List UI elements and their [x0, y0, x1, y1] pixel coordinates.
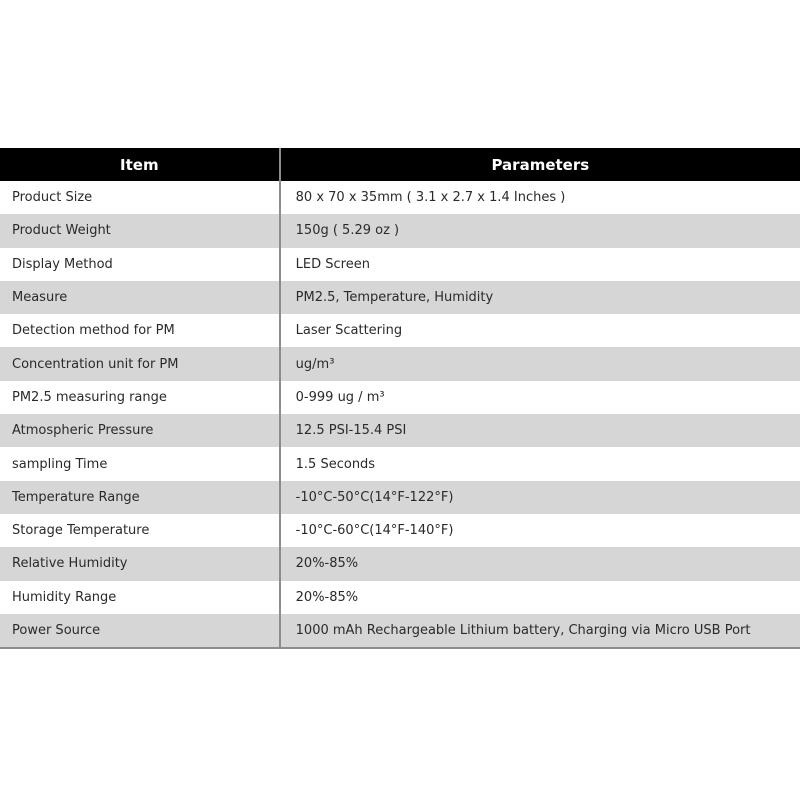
table-row [0, 414, 800, 447]
table-row [0, 614, 800, 648]
row-item-label: Humidity Range [0, 581, 280, 614]
row-item-label: Measure [0, 281, 280, 314]
row-parameter-value: LED Screen [280, 248, 800, 281]
row-parameter-value: -10°C-50°C(14°F-122°F) [280, 481, 800, 514]
table-row [0, 181, 800, 214]
row-parameter-value: Laser Scattering [280, 314, 800, 347]
row-parameter-value: 20%-85% [280, 581, 800, 614]
table-row [0, 248, 800, 281]
row-item-label: Detection method for PM [0, 314, 280, 347]
row-parameter-value: -10°C-60°C(14°F-140°F) [280, 514, 800, 547]
row-parameter-value: 20%-85% [280, 547, 800, 580]
table-row [0, 381, 800, 414]
row-item-label: PM2.5 measuring range [0, 381, 280, 414]
row-parameter-value: 12.5 PSI-15.4 PSI [280, 414, 800, 447]
row-item-label: Product Size [0, 181, 280, 214]
row-item-label: Concentration unit for PM [0, 347, 280, 380]
row-item-label: Product Weight [0, 214, 280, 247]
table-header-row [0, 148, 800, 181]
spec-table [0, 148, 800, 649]
row-item-label: sampling Time [0, 447, 280, 480]
table-row [0, 547, 800, 580]
row-parameter-value: ug/m³ [280, 347, 800, 380]
row-item-label: Power Source [0, 614, 280, 648]
row-parameter-value: PM2.5, Temperature, Humidity [280, 281, 800, 314]
header-item: Item [0, 148, 280, 181]
row-item-label: Temperature Range [0, 481, 280, 514]
table-row [0, 281, 800, 314]
table-row [0, 447, 800, 480]
table-row [0, 514, 800, 547]
table-row [0, 314, 800, 347]
row-item-label: Relative Humidity [0, 547, 280, 580]
row-parameter-value: 0-999 ug / m³ [280, 381, 800, 414]
row-parameter-value: 1.5 Seconds [280, 447, 800, 480]
row-parameter-value: 150g ( 5.29 oz ) [280, 214, 800, 247]
table-row [0, 481, 800, 514]
table-row [0, 581, 800, 614]
table-row [0, 347, 800, 380]
table-row [0, 214, 800, 247]
header-parameters: Parameters [280, 148, 800, 181]
row-item-label: Storage Temperature [0, 514, 280, 547]
row-parameter-value: 1000 mAh Rechargeable Lithium battery, Charging via Micro USB Port [280, 614, 800, 648]
row-parameter-value: 80 x 70 x 35mm ( 3.1 x 2.7 x 1.4 Inches ) [280, 181, 800, 214]
row-item-label: Display Method [0, 248, 280, 281]
table-body [0, 181, 800, 648]
row-item-label: Atmospheric Pressure [0, 414, 280, 447]
